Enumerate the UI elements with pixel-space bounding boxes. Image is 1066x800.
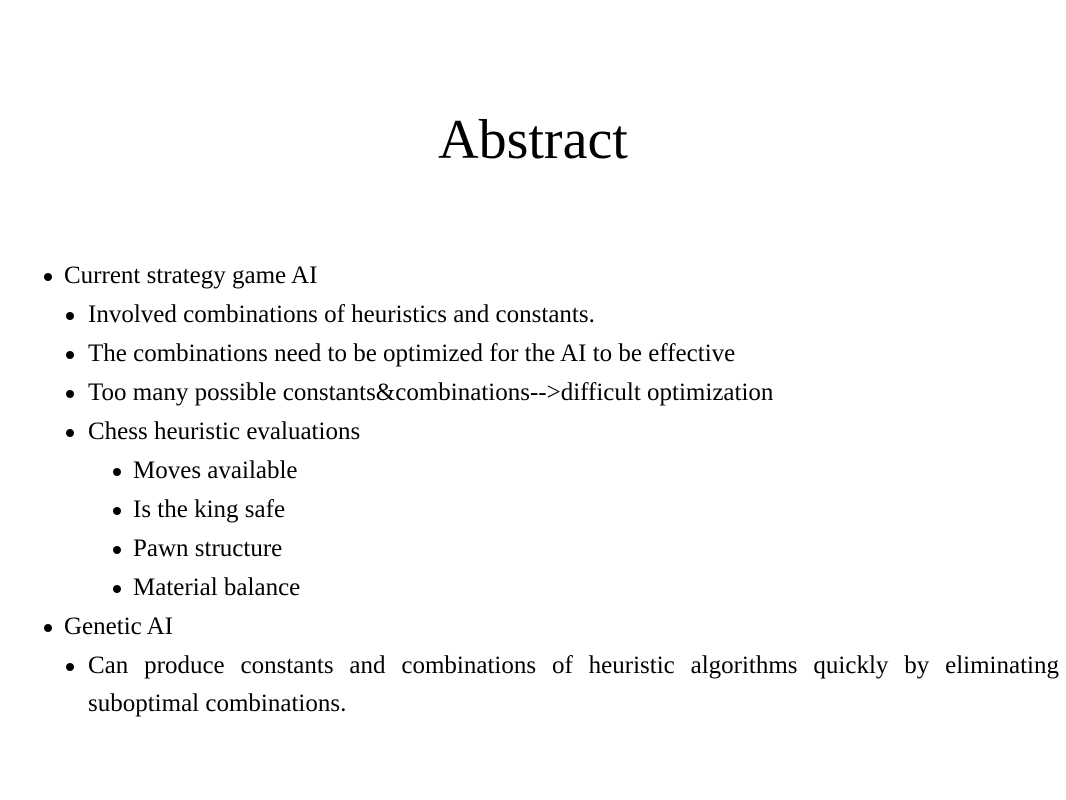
bullet-item: [0, 412, 1066, 451]
bullet-item: [0, 295, 1066, 334]
bullet-item: [0, 568, 1066, 607]
bullet-dot-icon: [113, 546, 121, 554]
bullet-list: [0, 256, 1066, 723]
bullet-item: [0, 490, 1066, 529]
bullet-dot-icon: [44, 273, 52, 281]
bullet-dot-icon: [66, 429, 74, 437]
bullet-text: Material balance: [133, 574, 301, 601]
bullet-text: Can produce constants and combinations of heuristic algorithms quickly by eliminating suboptimal combinations.: [88, 652, 1059, 717]
bullet-dot-icon: [113, 468, 121, 476]
bullet-item: [0, 373, 1066, 412]
bullet-item: [0, 451, 1066, 490]
bullet-dot-icon: [66, 312, 74, 320]
bullet-item: [0, 334, 1066, 373]
bullet-text: The combinations need to be optimized for the AI to be effective: [88, 340, 736, 367]
bullet-dot-icon: [66, 390, 74, 398]
slide-title: Abstract: [438, 109, 628, 171]
bullet-text: Too many possible constants&combinations-->difficult optimization: [88, 379, 774, 406]
bullet-item: [0, 529, 1066, 568]
bullet-text: Pawn structure: [133, 535, 283, 562]
bullet-dot-icon: [113, 585, 121, 593]
bullet-item: [0, 607, 1066, 646]
bullet-item: [0, 256, 1066, 295]
bullet-dot-icon: [66, 663, 74, 671]
bullet-text: Involved combinations of heuristics and constants.: [88, 301, 595, 328]
bullet-text: Chess heuristic evaluations: [88, 418, 361, 445]
bullet-text: Genetic AI: [64, 613, 173, 640]
bullet-text: Moves available: [133, 457, 298, 484]
bullet-text: Is the king safe: [133, 496, 286, 523]
bullet-dot-icon: [44, 624, 52, 632]
bullet-dot-icon: [113, 507, 121, 515]
bullet-dot-icon: [66, 351, 74, 359]
bullet-text: Current strategy game AI: [64, 262, 318, 289]
bullet-item: [0, 646, 1059, 723]
